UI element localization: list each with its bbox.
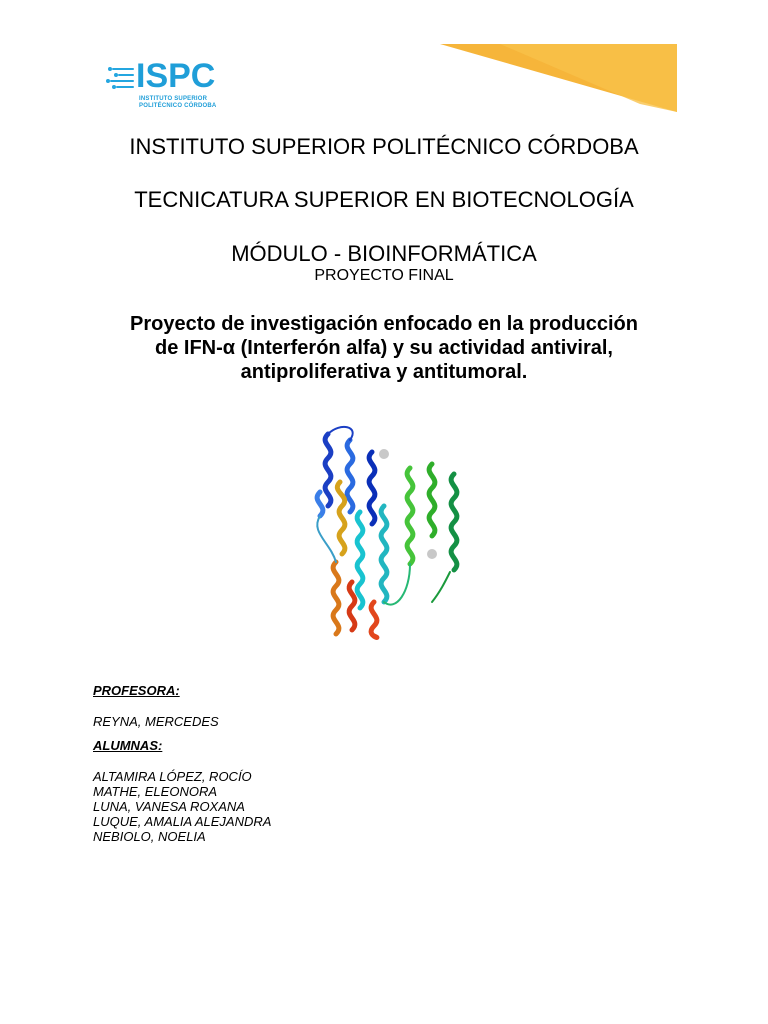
- project-title-line-1: Proyecto de investigación enfocado en la producción: [130, 313, 638, 335]
- protein-ribbon-icon: [300, 422, 482, 644]
- student-name: ALTAMIRA LÓPEZ, ROCÍO: [93, 769, 252, 784]
- students-label: ALUMNAS:: [93, 738, 163, 753]
- teacher-name: REYNA, MERCEDES: [93, 714, 219, 729]
- logo-subline-1: INSTITUTO SUPERIOR: [139, 96, 208, 102]
- corner-accent-shape: [440, 44, 677, 112]
- subtitle-heading: PROYECTO FINAL: [314, 267, 454, 284]
- student-name: LUNA, VANESA ROXANA: [93, 799, 245, 814]
- project-title-line-3: antiproliferativa y antitumoral.: [240, 361, 528, 383]
- student-name: MATHE, ELEONORA: [93, 784, 218, 799]
- program-heading: TECNICATURA SUPERIOR EN BIOTECNOLOGÍA: [134, 187, 634, 212]
- module-heading: MÓDULO - BIOINFORMÁTICA: [231, 241, 537, 266]
- ispc-logo: [108, 56, 226, 112]
- project-title-line-2: de IFN-α (Interferón alfa) y su actividad antiviral,: [155, 337, 613, 359]
- teacher-label: PROFESORA:: [93, 683, 180, 698]
- institute-heading: INSTITUTO SUPERIOR POLITÉCNICO CÓRDOBA: [129, 134, 639, 159]
- student-name: LUQUE, AMALIA ALEJANDRA: [93, 814, 272, 829]
- project-title: [80, 312, 688, 384]
- logo-subline-2: POLITÉCNICO CÓRDOBA: [139, 103, 217, 109]
- logo-wordmark: ISPC: [136, 57, 216, 95]
- student-name: NEBIOLO, NOELIA: [93, 829, 206, 844]
- credits-block: [93, 683, 493, 844]
